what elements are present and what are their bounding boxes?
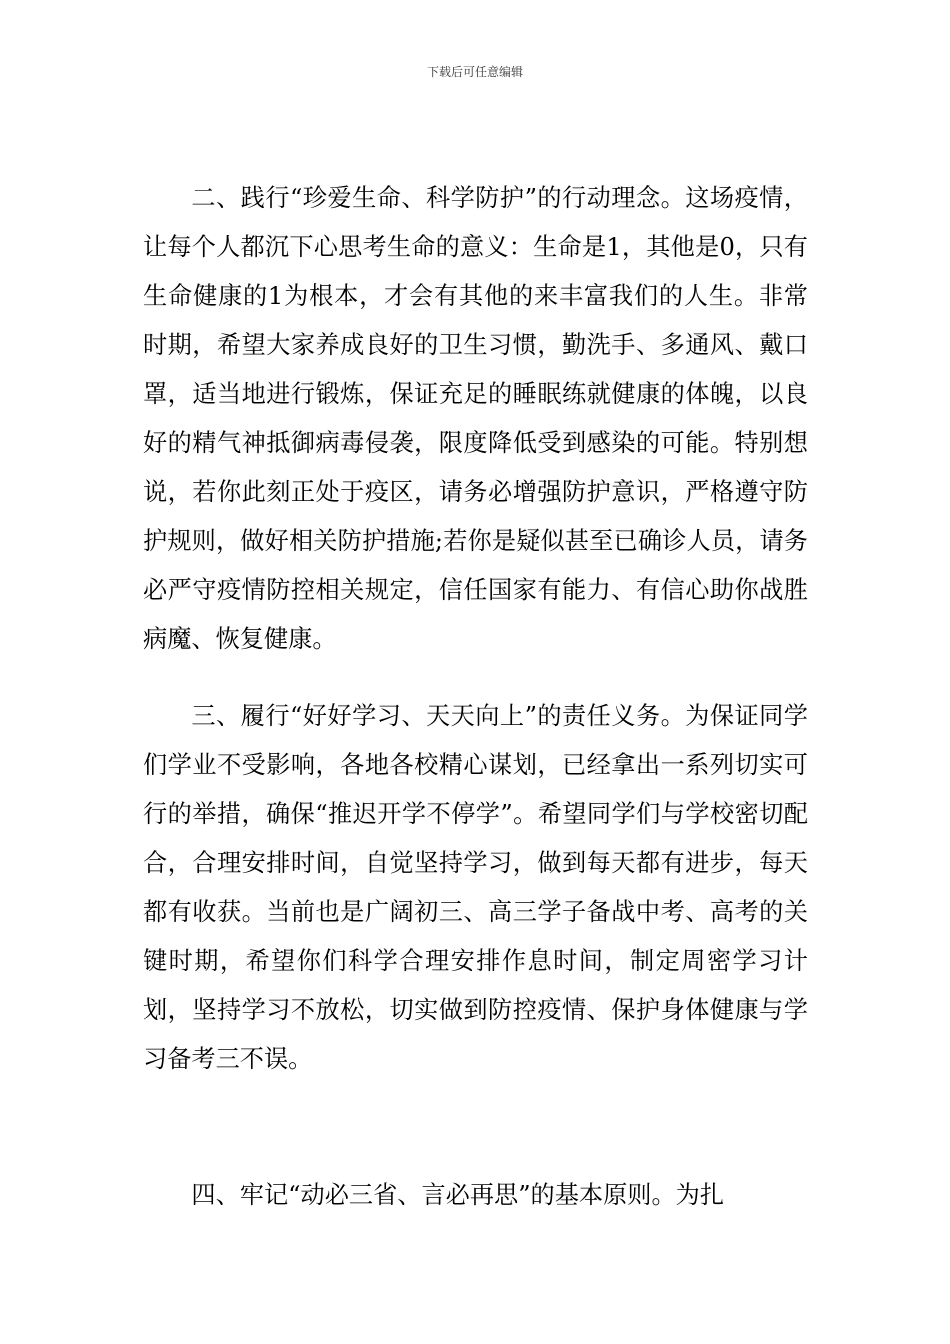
paragraph-4-basic-principle: 四、牢记“动必三省、言必再思”的基本原则。为扎 [191, 1181, 725, 1209]
paragraph-2-action-concept: 二、践行“珍爱生命、科学防护”的行动理念。这场疫情，让每个人都沉下心思考生命的意义：生命是1，其他是0，只有生命健康的1为根本，才会有其他的来丰富我们的人生。非常时期，希望大家养成良好的卫生习惯，勤洗手、多通风、戴口罩，适当地进行锻炼，保证充足的睡眠练就健康的体魄，以良好的精气神抵御病毒侵袭，限度降低受到感染的可能。特别想说，若你此刻正处于疫区，请务必增强防护意识，严格遵守防护规则，做好相关防护措施;若你是疑似甚至已确诊人员，请务必严守疫情防控相关规定，信任国家有能力、有信心助你战胜病魔、恢复健康。 [143, 184, 808, 653]
header-note: 下载后可任意编辑 [426, 65, 523, 79]
paragraph-3-study-duty: 三、履行“好好学习、天天向上”的责任义务。为保证同学们学业不受影响，各地各校精心谋划，已经拿出一系列切实可行的举措，确保“推迟开学不停学”。希望同学们与学校密切配合，合理安排时间，自觉坚持学习，做到每天都有进步，每天都有收获。当前也是广阔初三、高三学子备战中考、高考的关键时期，希望你们科学合理安排作息时间，制定周密学习计划，坚持学习不放松，切实做到防控疫情、保护身体健康与学习备考三不误。 [143, 702, 808, 1073]
